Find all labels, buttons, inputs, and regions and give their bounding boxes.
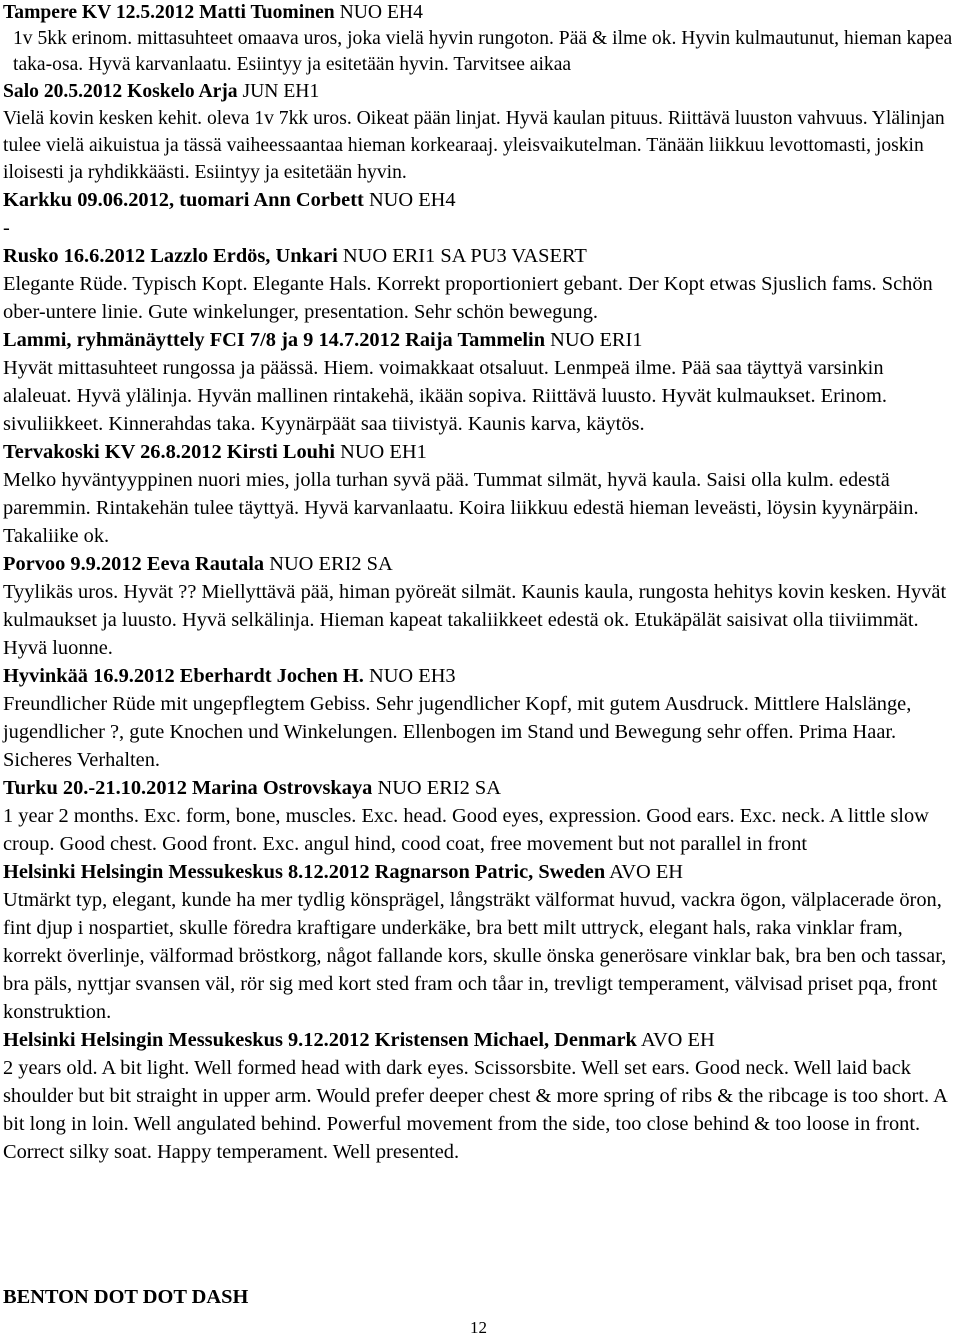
critique-text: - bbox=[3, 217, 10, 239]
show-place: Tervakoski KV 26.8.2012 bbox=[3, 441, 222, 463]
show-entry bbox=[3, 186, 957, 242]
show-place: Salo 20.5.2012 bbox=[3, 81, 123, 102]
show-entry bbox=[3, 0, 957, 78]
grade: AVO EH bbox=[640, 1029, 715, 1051]
judge-name: Eeva Rautala bbox=[146, 553, 265, 575]
show-place: Hyvinkää 16.9.2012 bbox=[3, 665, 175, 687]
page-number: 12 bbox=[470, 1318, 487, 1337]
show-place: Helsinki Helsingin Messukeskus 8.12.2012 bbox=[3, 861, 370, 883]
judge-name: Ragnarson Patric, Sweden bbox=[374, 861, 606, 883]
grade: NUO ERI2 SA bbox=[269, 553, 393, 575]
document-page bbox=[3, 0, 957, 1166]
critique-text: Tyylikäs uros. Hyvät ?? Miellyttävä pää, himan pyöreät silmät. Kaunis kaula, rungosta hehitys kovin kesken. Hyvät kulmaukset ja luusto. Hyvä selkälinja. Hieman kapeat takaliikkeet edestä ok. Etukäpälät saisivat olla tiiviimmät. Hyvä luonne. bbox=[3, 581, 947, 659]
critique-text: Elegante Rüde. Typisch Kopt. Elegante Hals. Korrekt proportioniert gebant. Der Kopt etwas Sjuslich fams. Schön ober-untere linie. Gute winkelunger, presentation. Sehr schön bewegung. bbox=[3, 273, 933, 323]
critique-text: Vielä kovin kesken kehit. oleva 1v 7kk uros. Oikeat pään linjat. Hyvä kaulan pituus. Riittävä luuston vahvuus. Ylälinjan tulee vielä aikuistua ja tässä vaiheessaantaa hieman korkearaaj. yleisvaikutelman. Tänään liikkuu levottomasti, joskin iloisesti ja ryhdikkäästi. Esiintyy ja esitetään hyvin. bbox=[3, 108, 945, 183]
show-place: Helsinki Helsingin Messukeskus 9.12.2012 bbox=[3, 1029, 370, 1051]
grade: AVO EH bbox=[609, 861, 683, 883]
judge-name: Raija Tammelin bbox=[405, 329, 546, 351]
grade: NUO EH4 bbox=[339, 2, 423, 23]
show-place: Rusko 16.6.2012 bbox=[3, 245, 146, 267]
critique-text: Freundlicher Rüde mit ungepflegtem Gebiss. Sehr jugendlicher Kopf, mit gutem Ausdruck. Mittlere Halslänge, jugendlicher ?, gute Knochen und Winkelungen. Ellenbogen im Stand und Bewegung sehr offen. Prima Haar. Sicheres Verhalten. bbox=[3, 693, 912, 771]
show-place: Turku 20.-21.10.2012 bbox=[3, 777, 187, 799]
judge-name: Matti Tuominen bbox=[199, 2, 335, 23]
grade: NUO EH3 bbox=[368, 665, 456, 687]
show-entry bbox=[3, 1026, 957, 1166]
critique-text: 2 years old. A bit light. Well formed head with dark eyes. Scissorsbite. Well set ears. Good neck. Well laid back shoulder but bit straight in upper arm. Would prefer deeper chest & more spring of ribs & the ribcage is too short. A bit long in loin. Well angulated behind. Powerful movement from the side, too close behind & too loose in front. Correct silky soat. Happy temperament. Well presented. bbox=[3, 1057, 947, 1163]
show-entry bbox=[3, 326, 957, 438]
dog-name-heading: BENTON DOT DOT DASH bbox=[3, 1286, 249, 1308]
grade: JUN EH1 bbox=[242, 81, 320, 102]
show-place: Lammi, ryhmänäyttely FCI 7/8 ja 9 14.7.2012 bbox=[3, 329, 401, 351]
show-entry bbox=[3, 438, 957, 550]
judge-name: Kirsti Louhi bbox=[226, 441, 335, 463]
judge-name: Koskelo Arja bbox=[127, 81, 238, 102]
critique-text: Utmärkt typ, elegant, kunde ha mer tydlig könsprägel, långsträkt välformat huvud, vackra ögon, välplacerade öron, fint djup i nospartiet, skulle föredra kraftigare underkäke, bra bett milt uttryck, elegant hals, raka vinklar fram, korrekt överlinje, välformad bröstkorg, något fallande kors, skulle önska generösare vinklar bak, bra ben och tassar, bra päls, nyttjar svansen väl, rör sig med kort sted fram och tåar in, trevligt temperament, välvisad priset pqa, front konstruktion. bbox=[3, 889, 947, 1023]
judge-name: Lazzlo Erdös, Unkari bbox=[150, 245, 338, 267]
grade: NUO ERI2 SA bbox=[377, 777, 501, 799]
grade: NUO EH1 bbox=[340, 441, 427, 463]
show-place: Tampere KV 12.5.2012 bbox=[3, 2, 195, 23]
show-entry bbox=[3, 662, 957, 774]
show-entry bbox=[3, 78, 957, 186]
critique-text: 1v 5kk erinom. mittasuhteet omaava uros, joka vielä hyvin rungoton. Pää & ilme ok. Hyvin kulmautunut, hieman kapea taka-osa. Hyvä karvanlaatu. Esiintyy ja esitetään hyvin. Tarvitsee aikaa bbox=[13, 28, 953, 75]
show-entry bbox=[3, 242, 957, 326]
critique-text: Hyvät mittasuhteet rungossa ja päässä. Hiem. voimakkaat otsaluut. Lenmpeä ilme. Pää saa täyttyä varsinkin alaleuat. Hyvä ylälinja. Hyvän mallinen rintakehä, ikään sopiva. Riittävä luusto. Hyvät kulmaukset. Erinom. sivuliikkeet. Kinnerahdas taka. Kyynärpäät saa tiivistyä. Kaunis karva, käytös. bbox=[3, 357, 887, 435]
show-place: Karkku 09.06.2012, tuomari Ann Corbett bbox=[3, 189, 364, 211]
judge-name: Kristensen Michael, Denmark bbox=[374, 1029, 637, 1051]
show-entry bbox=[3, 774, 957, 858]
critique-text: Melko hyväntyyppinen nuori mies, jolla turhan syvä pää. Tummat silmät, hyvä kaula. Saisi olla kulm. edestä paremmin. Rintakehän tulee täyttyä. Hyvä karvanlaatu. Koira liikkuu edestä hieman leveästi, löysin kyynärpäin. Takaliike ok. bbox=[3, 469, 919, 547]
show-entry bbox=[3, 550, 957, 662]
grade: NUO EH4 bbox=[368, 189, 456, 211]
judge-name: Eberhardt Jochen H. bbox=[179, 665, 364, 687]
grade: NUO ERI1 bbox=[550, 329, 643, 351]
grade: NUO ERI1 SA PU3 VASERT bbox=[342, 245, 587, 267]
critique-text: 1 year 2 months. Exc. form, bone, muscles. Exc. head. Good eyes, expression. Good ears. Exc. neck. A little slow croup. Good chest. Good front. Exc. angul hind, cood coat, free movement but not parallel in front bbox=[3, 805, 929, 855]
show-entry bbox=[3, 858, 957, 1026]
show-place: Porvoo 9.9.2012 bbox=[3, 553, 142, 575]
judge-name: Marina Ostrovskaya bbox=[192, 777, 373, 799]
